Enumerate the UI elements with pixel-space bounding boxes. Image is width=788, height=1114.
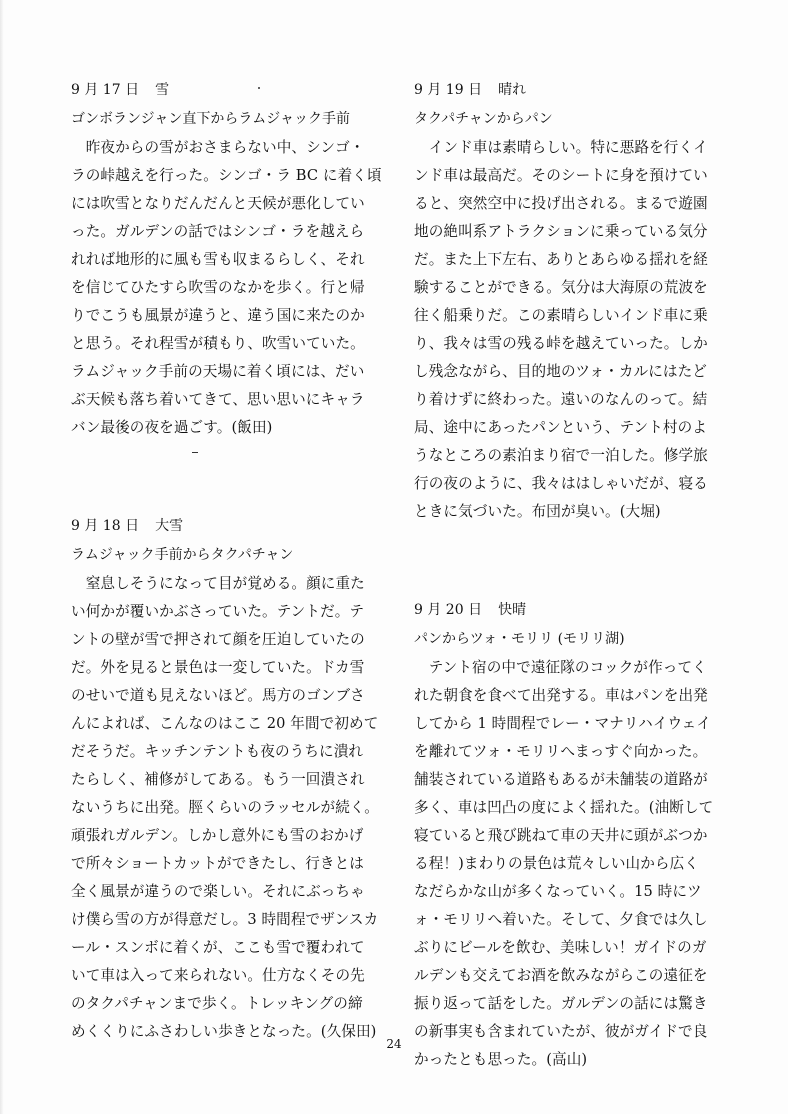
body-line: 舗装されている道路もあるが未舗装の道路が — [414, 771, 708, 788]
body-line: し残念ながら、目的地のツォ・カルにはたど — [414, 363, 708, 380]
right-column — [414, 76, 736, 1074]
body-line: ないうちに出発。脛くらいのラッセルが続く。 — [71, 799, 379, 816]
entry-date: 9 月 17 日 — [71, 82, 140, 98]
body-line: った。ガルデンの話ではシンゴ・ラを越えら — [71, 223, 365, 240]
body-line: る程！)まわりの景色は荒々しい山から広く — [414, 855, 699, 872]
body-line: 多く、車は凹凸の度によく揺れた。(油断して — [414, 799, 714, 816]
entry-heading — [414, 596, 736, 624]
body-line: かったとも思った。(高山) — [414, 1051, 588, 1068]
entry-spacer — [414, 526, 736, 596]
body-line: のタクパチャンまで歩く。トレッキングの締 — [71, 995, 363, 1012]
entry-weather: 晴れ — [498, 82, 527, 98]
body-line: テント宿の中で遠征隊のコックが作ってく — [414, 659, 707, 676]
diary-entry-sep17 — [71, 76, 393, 442]
body-line: 地の絶叫系アトラクションに乗っている気分 — [414, 223, 708, 240]
entry-route: ゴンボランジャン直下からラムジャック手前 — [71, 111, 350, 127]
entry-weather: 大雪 — [155, 518, 184, 534]
entry-body — [414, 134, 736, 526]
body-line: り着けずに終わった。遠いのなんのって。結 — [414, 391, 708, 408]
body-line: 窒息しそうになって目が覚める。顔に重た — [71, 575, 365, 592]
body-line: を信じてひたすら吹雪のなかを歩く。行と帰 — [71, 279, 365, 296]
body-line: 寝ていると飛び跳ねて車の天井に頭がぶつか — [414, 827, 708, 844]
entry-date: 9 月 20 日 — [414, 602, 483, 618]
body-line: ントの壁が雪で押されて顔を圧迫していたの — [71, 631, 365, 648]
body-line: ぶりにビールを飲む、美味しい！ガイドのガ — [414, 939, 707, 956]
entry-body — [71, 134, 393, 442]
entry-route: パンからツォ・モリリ (モリリ湖) — [414, 631, 625, 647]
body-line: 局、途中にあったパンという、テント村のよ — [414, 419, 708, 436]
body-line: れれば地形的に風も雪も収まるらしく、それ — [71, 251, 365, 268]
body-line: りでこうも風景が違うと、違う国に来たのか — [71, 307, 365, 324]
body-line: け僕ら雪の方が得意だし。3 時間程でザンスカ — [71, 911, 379, 928]
entry-spacer — [71, 442, 393, 512]
body-line: たらしく、補修がしてある。もう一回潰され — [71, 771, 365, 788]
body-line: うなところの素泊まり宿で一泊した。修学旅 — [414, 447, 708, 464]
body-line: の新事実も含まれていたが、彼がガイドで良 — [414, 1023, 708, 1040]
entry-body — [71, 570, 393, 1046]
body-line: ラムジャック手前の天場に着く頃には、だい — [71, 363, 365, 380]
body-line: れた朝食を食べて出発する。車はパンを出発 — [414, 687, 708, 704]
body-line: 全く風景が違うので楽しい。それにぶっちゃ — [71, 883, 365, 900]
body-line: んによれば、こんなのはここ 20 年間で初めて — [71, 715, 379, 732]
body-line: で所々ショートカットができたし、行きとは — [71, 855, 365, 872]
body-line: ると、突然空中に投げ出される。まるで遊園 — [414, 195, 708, 212]
scan-speck — [192, 452, 198, 453]
body-line: と思う。それ程雪が積もり、吹雪いていた。 — [71, 335, 365, 352]
body-line: 振り返って話をした。ガルデンの話には驚き — [414, 995, 708, 1012]
body-line: ォ・モリリへ着いた。そして、夕食では久し — [414, 911, 708, 928]
body-line: ール・スンボに着くが、ここも雪で覆われて — [71, 939, 365, 956]
body-line: だそうだ。キッチンテントも夜のうちに潰れ — [71, 743, 364, 760]
entry-weather: 快晴 — [498, 602, 527, 618]
entry-date: 9 月 18 日 — [71, 518, 140, 534]
body-line: 行の夜のように、我々ははしゃいだが、寝る — [414, 475, 708, 492]
body-line: を離れてツォ・モリリへまっすぐ向かった。 — [414, 743, 708, 760]
entry-heading — [71, 76, 393, 104]
entry-heading — [414, 76, 736, 104]
body-line: ラの峠越えを行った。シンゴ・ラ BC に着く頃 — [71, 167, 382, 184]
scan-speck — [258, 87, 260, 89]
body-line: だ。外を見ると景色は一変していた。ドカ雪 — [71, 659, 365, 676]
scan-edge-shadow — [0, 0, 4, 1114]
body-line: だ。また上下左右、ありとあらゆる揺れを経 — [414, 251, 708, 268]
diary-entry-sep18 — [71, 512, 393, 1046]
body-line: ルデンも交えてお酒を飲みながらこの遠征を — [414, 967, 708, 984]
page-number: 24 — [386, 1037, 402, 1051]
left-column — [71, 76, 393, 1046]
body-line: ぶ天候も落ち着いてきて、思い思いにキャラ — [71, 391, 365, 408]
body-line: インド車は素晴らしい。特に悪路を行くイ — [414, 139, 708, 156]
entry-body — [414, 654, 736, 1074]
diary-entry-sep19 — [414, 76, 736, 526]
body-line: 昨夜からの雪がおさまらない中、シンゴ・ — [71, 139, 365, 156]
body-line: いて車は入って来られない。仕方なくその先 — [71, 967, 365, 984]
diary-entry-sep20 — [414, 596, 736, 1074]
body-line: ときに気づいた。布団が臭い。(大堀) — [414, 503, 661, 520]
entry-heading — [71, 512, 393, 540]
body-line: してから 1 時間程でレー・マナリハイウェイ — [414, 715, 712, 732]
body-line: り、我々は雪の残る峠を越えていった。しか — [414, 335, 708, 352]
body-line: 頑張れガルデン。しかし意外にも雪のおかげ — [71, 827, 364, 844]
body-line: い何かが覆いかぶさっていた。テントだ。テ — [71, 603, 365, 620]
body-line: なだらかな山が多くなっていく。15 時にツ — [414, 883, 702, 900]
body-line: バン最後の夜を過ごす。(飯田) — [71, 419, 273, 436]
body-line: のせいで道も見えないほど。馬方のゴンブさ — [71, 687, 365, 704]
entry-date: 9 月 19 日 — [414, 82, 483, 98]
body-line: には吹雪となりだんだんと天候が悪化してい — [71, 195, 365, 212]
body-line: 往く船乗りだ。この素晴らしいインド車に乗 — [414, 307, 708, 324]
body-line: ンド車は最高だ。そのシートに身を預けてい — [414, 167, 708, 184]
entry-weather: 雪 — [155, 82, 170, 98]
body-line: 験することができる。気分は大海原の荒波を — [414, 279, 708, 296]
entry-route: ラムジャック手前からタクパチャン — [71, 547, 294, 563]
entry-route: タクパチャンからパン — [414, 111, 553, 127]
body-line: めくくりにふさわしい歩きとなった。(久保田) — [71, 1023, 377, 1040]
